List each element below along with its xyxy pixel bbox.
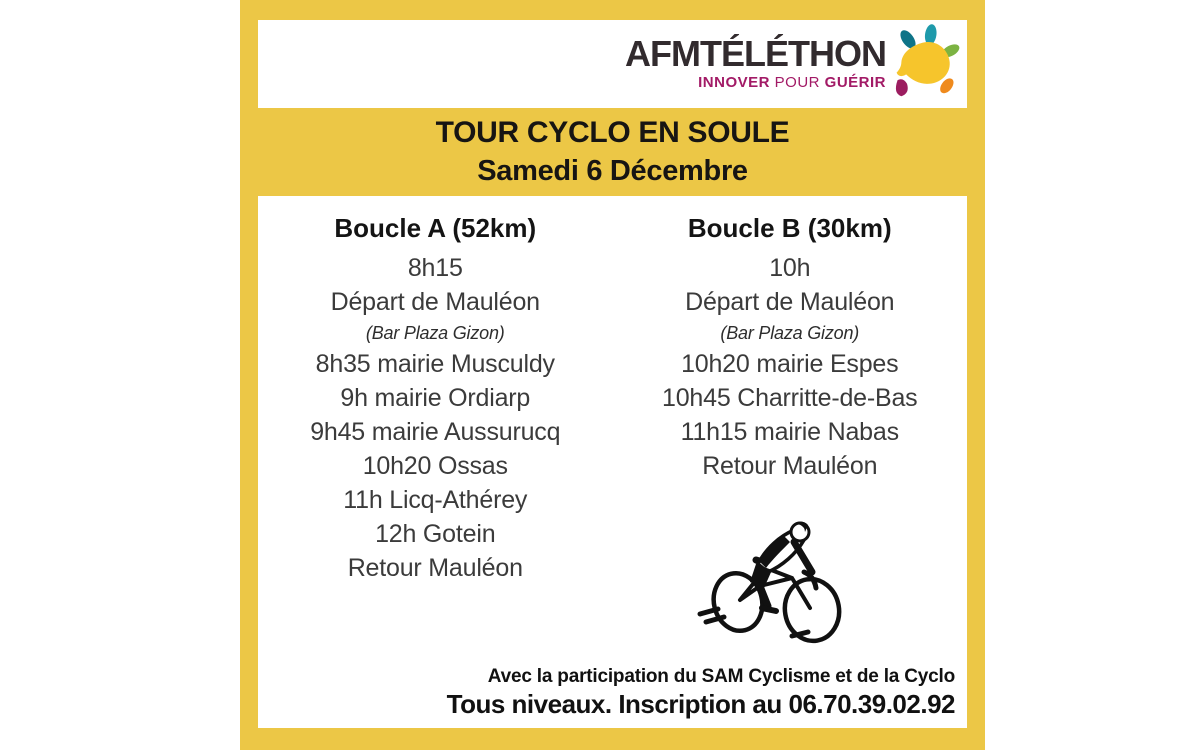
- schedule-line: (Bar Plaza Gizon): [365, 323, 505, 343]
- schedule-line: 12h Gotein: [375, 520, 496, 548]
- boucle-b-heading: Boucle B (30km): [687, 213, 892, 243]
- tagline-guerir: GUÉRIR: [824, 74, 886, 91]
- footer-info: [447, 666, 955, 720]
- tagline-pour: POUR: [774, 74, 820, 91]
- schedule-line: 8h15: [407, 254, 463, 282]
- schedule-line: 10h45 Charritte-de-Bas: [662, 384, 918, 412]
- schedule-line: 8h35 mairie Musculdy: [315, 350, 555, 378]
- event-date: Samedi 6 Décembre: [477, 154, 748, 187]
- boucle-a-column: [258, 212, 613, 585]
- logo-text: [625, 33, 886, 91]
- event-poster: [240, 0, 985, 750]
- telethon-sun-burst-icon: [890, 24, 962, 104]
- boucle-b-schedule: [613, 251, 968, 483]
- tagline-innover: INNOVER: [698, 74, 770, 91]
- schedule-line: (Bar Plaza Gizon): [720, 323, 860, 343]
- event-title: TOUR CYCLO EN SOULE: [435, 116, 790, 150]
- schedule-line: 9h45 mairie Aussurucq: [310, 418, 561, 446]
- brand-tagline: [625, 75, 886, 90]
- schedule-line: 9h mairie Ordiarp: [340, 384, 531, 412]
- boucle-a-heading: Boucle A (52km): [334, 213, 537, 243]
- brand-afm: AFM: [625, 33, 700, 74]
- schedule-line: Retour Mauléon: [702, 452, 878, 480]
- title-band: [258, 108, 967, 196]
- schedule-line: 10h20 mairie Espes: [681, 350, 899, 378]
- schedule-line: Retour Mauléon: [347, 554, 523, 582]
- schedule-line: Départ de Mauléon: [685, 288, 895, 316]
- registration-info: Tous niveaux. Inscription au 06.70.39.02.92: [446, 689, 955, 719]
- schedule-line: 11h Licq-Athérey: [343, 486, 528, 514]
- schedule-line: 11h15 mairie Nabas: [680, 418, 899, 446]
- schedule-line: 10h: [769, 254, 811, 282]
- schedule-line: Départ de Mauléon: [330, 288, 540, 316]
- afm-telethon-logo: [625, 24, 962, 104]
- schedule-line: 10h20 Ossas: [362, 452, 508, 480]
- participation-note: Avec la participation du SAM Cyclisme et de la Cyclo: [487, 666, 955, 687]
- schedule-columns: [258, 196, 967, 585]
- boucle-a-schedule: [258, 251, 613, 585]
- schedule-panel: [258, 196, 967, 728]
- cyclist-illustration: [696, 514, 856, 649]
- logo-band: [258, 20, 967, 108]
- brand-telethon: TÉLÉTHON: [700, 33, 886, 74]
- brand-wordmark: [625, 33, 886, 74]
